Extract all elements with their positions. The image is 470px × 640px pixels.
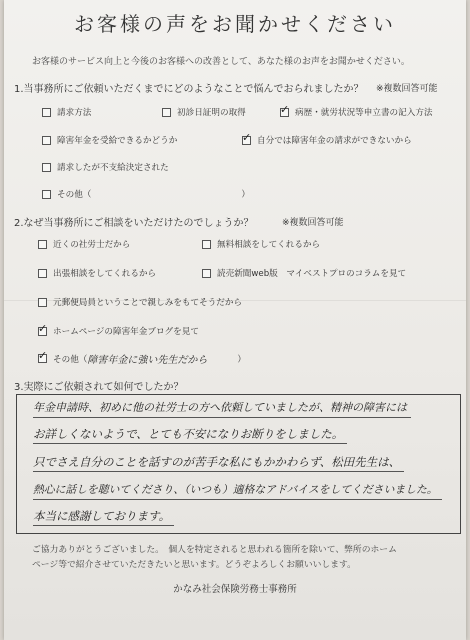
- answer-line: 只でさえ自分のことを話すのが苦手な私にもかかわらず、松田先生は、: [33, 453, 404, 472]
- checkbox-checked[interactable]: [280, 108, 289, 117]
- closing-text-line: ご協力ありがとうございました。 個人を特定されると思われる箇所を除いて、弊所のホーム: [32, 545, 397, 555]
- answer-line: お詳しくないようで、とても不安になりお断りをしました。: [33, 425, 347, 444]
- q1-option[interactable]: 障害年金を受給できるかどうか: [42, 134, 177, 146]
- checkbox[interactable]: [162, 108, 171, 117]
- q2-note: ※複数回答可能: [282, 218, 344, 228]
- q1-note: ※複数回答可能: [376, 84, 438, 94]
- checkbox[interactable]: [202, 240, 211, 249]
- answer-line: 本当に感謝しております。: [33, 507, 174, 526]
- form-title: お客様の声をお聞かせください: [74, 12, 396, 36]
- checkbox[interactable]: [202, 269, 211, 278]
- q1-option[interactable]: 請求したが不支給決定された: [42, 161, 169, 173]
- checkbox[interactable]: [42, 108, 51, 117]
- checkbox[interactable]: [42, 190, 51, 199]
- q2-option[interactable]: 読売新聞web版 マイベストプロのコラムを見て: [202, 267, 406, 279]
- q2-option[interactable]: 無料相談をしてくれるから: [202, 238, 320, 250]
- q1-option[interactable]: 請求方法: [42, 106, 91, 118]
- office-name: かなみ社会保険労務士事務所: [173, 584, 297, 595]
- q2-option[interactable]: 元郵便局員ということで親しみをもてそうだから: [38, 296, 242, 308]
- q3-question: 3.実際にご依頼されて如何でしたか？: [14, 382, 184, 393]
- answer-line: 年金申請時、初めに他の社労士の方へ依頼していましたが、精神の障害には: [33, 399, 411, 418]
- q2-question: 2.なぜ当事務所にご相談をいただけたのでしょうか？: [14, 218, 254, 229]
- checkbox-checked[interactable]: [38, 327, 47, 336]
- checkbox-checked[interactable]: [38, 354, 47, 363]
- q3-answer-box[interactable]: [16, 394, 461, 534]
- other-handwritten-answer[interactable]: 障害年金に強い先生だから: [87, 355, 208, 366]
- q2-option[interactable]: 近くの社労士だから: [38, 238, 130, 250]
- q2-option[interactable]: ✓ ホームページの障害年金ブログを見て: [38, 325, 199, 337]
- q1-question: 1.当事務所にご依頼いただくまでにどのようなことで悩んでおられましたか？: [14, 84, 364, 95]
- q2-option[interactable]: 出張相談をしてくれるから: [38, 267, 156, 279]
- q1-option-other[interactable]: その他（ ）: [42, 188, 250, 200]
- checkbox[interactable]: [42, 163, 51, 172]
- closing-text-line: ページ等で紹介させていただきたいと思います。どうぞよろしくお願いいします。: [32, 560, 356, 570]
- form-intro: お客様のサービス向上と今後のお客様への改善として、あなた様のお声をお聞かせください。: [32, 57, 410, 67]
- checkbox[interactable]: [38, 240, 47, 249]
- q2-option-other[interactable]: ✓ その他（ 障害年金に強い先生だから ）: [38, 351, 246, 366]
- q1-option[interactable]: ✓ 病歴・就労状況等申立書の記入方法: [280, 106, 433, 118]
- survey-paper: [4, 0, 466, 640]
- checkbox[interactable]: [42, 136, 51, 145]
- checkbox[interactable]: [38, 269, 47, 278]
- checkbox-checked[interactable]: [242, 136, 251, 145]
- answer-line: 熱心に話しを聴いてくださり、（いつも）適格なアドバイスをしてくださいました。: [33, 481, 442, 500]
- q1-option[interactable]: 初診日証明の取得: [162, 106, 246, 118]
- q1-option[interactable]: ✓ 自分では障害年金の請求ができないから: [242, 134, 412, 146]
- checkbox[interactable]: [38, 298, 47, 307]
